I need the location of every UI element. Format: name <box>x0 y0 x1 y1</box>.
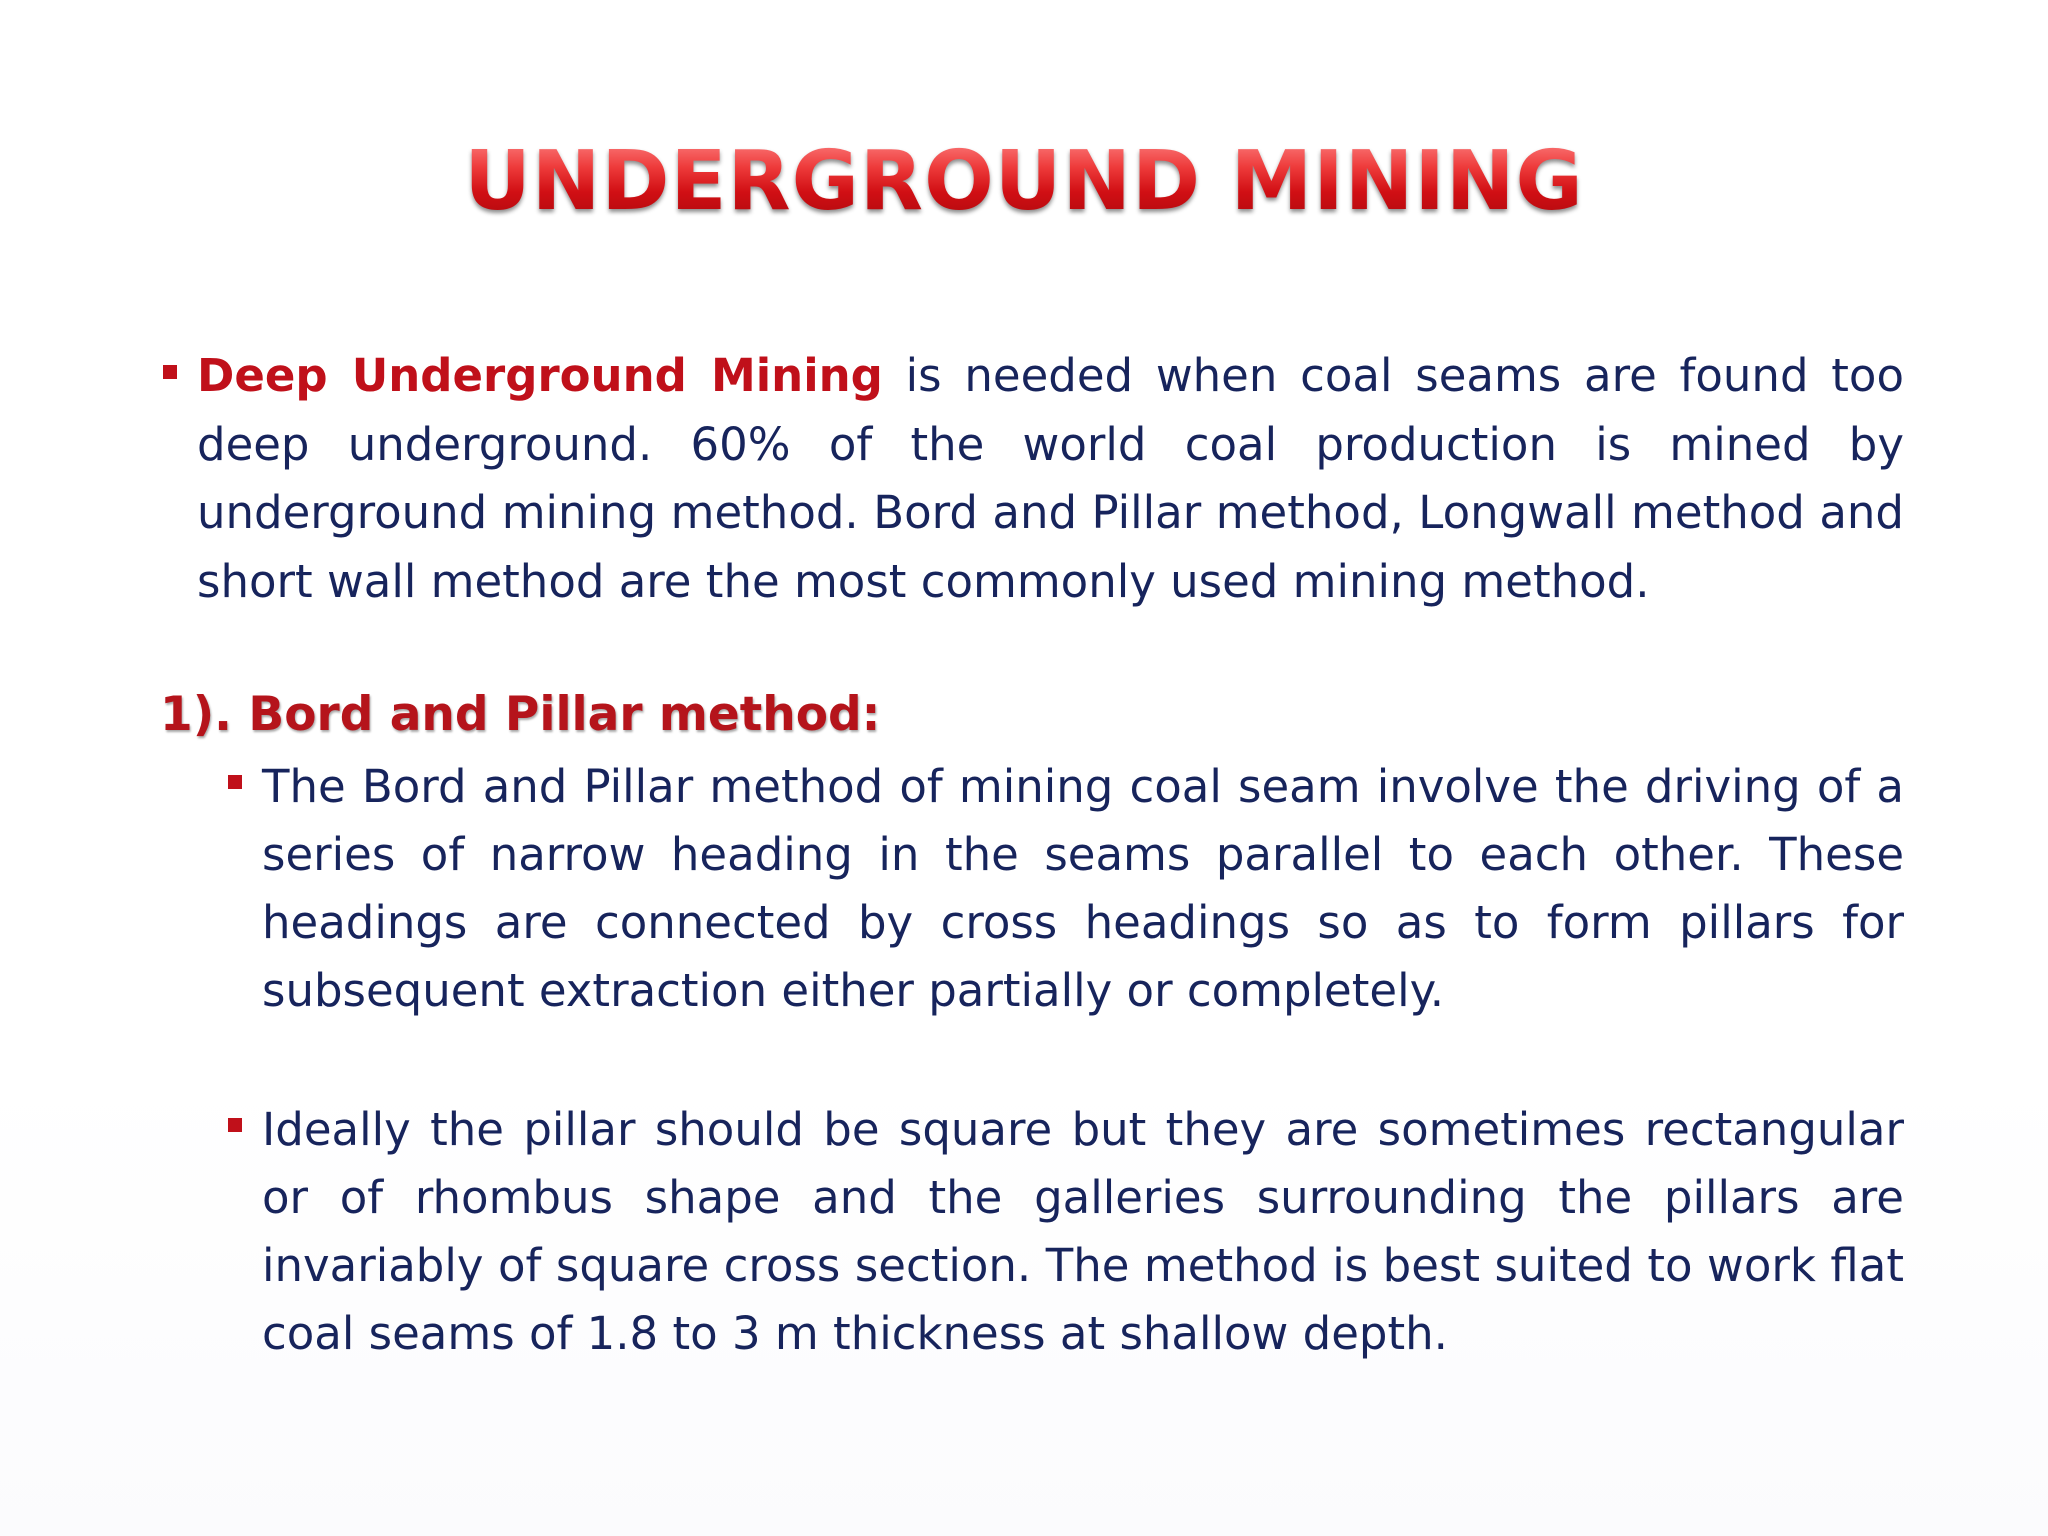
slide-title: UNDERGROUND MINING <box>0 132 2048 232</box>
sub-bullet-text: Ideally the pillar should be square but they are sometimes rectangular or of rhombus shape and the galleries surrounding the pillars are invariably of square cross section. The method is best suited to work flat coal seams of 1.8 to 3 m thickness at shallow depth. <box>262 1103 1904 1360</box>
sub-bullet-1 <box>262 753 1904 1025</box>
bullet-marker <box>163 365 177 379</box>
intro-body-text: is needed when coal seams are found too deep underground. 60% of the world coal production is mined by underground mining method. Bord and Pillar method, Longwall method and short wall method are the most commonly used mining method. <box>197 349 1904 608</box>
sub-bullet-2 <box>262 1096 1904 1368</box>
intro-lead-term: Deep Underground Mining <box>197 349 883 402</box>
intro-bullet <box>197 342 1904 616</box>
intro-paragraph <box>197 342 1904 616</box>
section-heading: 1). Bord and Pillar method: <box>160 687 881 742</box>
bullet-marker <box>228 775 242 789</box>
bullet-marker <box>228 1118 242 1132</box>
sub-bullet-text: The Bord and Pillar method of mining coal seam involve the driving of a series of narrow heading in the seams parallel to each other. These headings are connected by cross headings so as to form pillars for subsequent extraction either partially or completely. <box>262 760 1904 1017</box>
